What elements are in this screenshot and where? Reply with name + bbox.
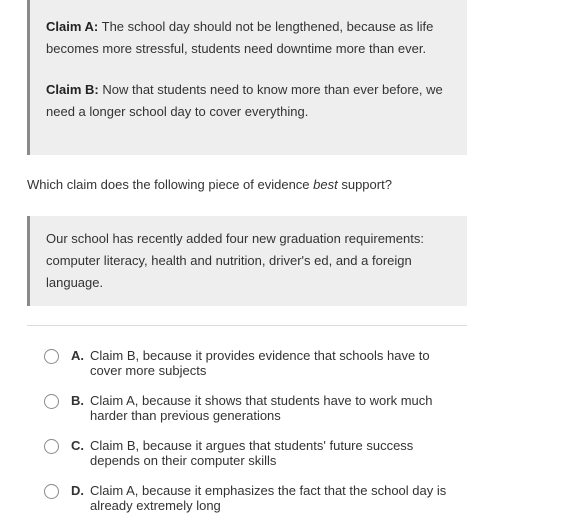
option-b-radio[interactable] bbox=[44, 394, 59, 409]
option-b-letter: B. bbox=[71, 393, 84, 408]
option-c[interactable] bbox=[44, 438, 474, 468]
claim-a bbox=[46, 16, 449, 60]
claims-passage bbox=[27, 0, 467, 155]
question-text-start: Which claim does the following piece of evidence bbox=[27, 177, 314, 192]
option-d-radio[interactable] bbox=[44, 484, 59, 499]
option-d-text: Claim A, because it emphasizes the fact that the school day is already extremely long bbox=[90, 483, 447, 513]
option-c-radio[interactable] bbox=[44, 439, 59, 454]
option-d-letter: D. bbox=[71, 483, 84, 498]
option-a[interactable] bbox=[44, 348, 474, 378]
answer-options bbox=[44, 348, 474, 513]
option-c-letter: C. bbox=[71, 438, 84, 453]
option-a-radio[interactable] bbox=[44, 349, 59, 364]
question-prompt bbox=[27, 176, 392, 194]
option-b-text: Claim A, because it shows that students have to work much harder than previous generations bbox=[90, 393, 433, 423]
evidence-passage bbox=[27, 216, 467, 306]
option-d[interactable] bbox=[44, 483, 474, 513]
claim-a-text: The school day should not be lengthened, because as life becomes more stressful, students need downtime more than ever. bbox=[46, 19, 434, 56]
option-a-text: Claim B, because it provides evidence that schools have to cover more subjects bbox=[90, 348, 430, 378]
option-c-text: Claim B, because it argues that students' future success depends on their computer skills bbox=[90, 438, 414, 468]
evidence-text: Our school has recently added four new graduation requirements: computer literacy, health and nutrition, driver's ed, and a foreign language. bbox=[46, 231, 424, 290]
claim-a-label: Claim A: bbox=[46, 19, 99, 34]
claim-b-text: Now that students need to know more than ever before, we need a longer school day to cover everything. bbox=[46, 82, 443, 119]
divider bbox=[27, 325, 467, 326]
question-emphasis: best bbox=[313, 177, 338, 192]
claim-b bbox=[46, 79, 449, 123]
question-text-end: support? bbox=[337, 177, 392, 192]
option-a-letter: A. bbox=[71, 348, 84, 363]
claim-b-label: Claim B: bbox=[46, 82, 99, 97]
option-b[interactable] bbox=[44, 393, 474, 423]
